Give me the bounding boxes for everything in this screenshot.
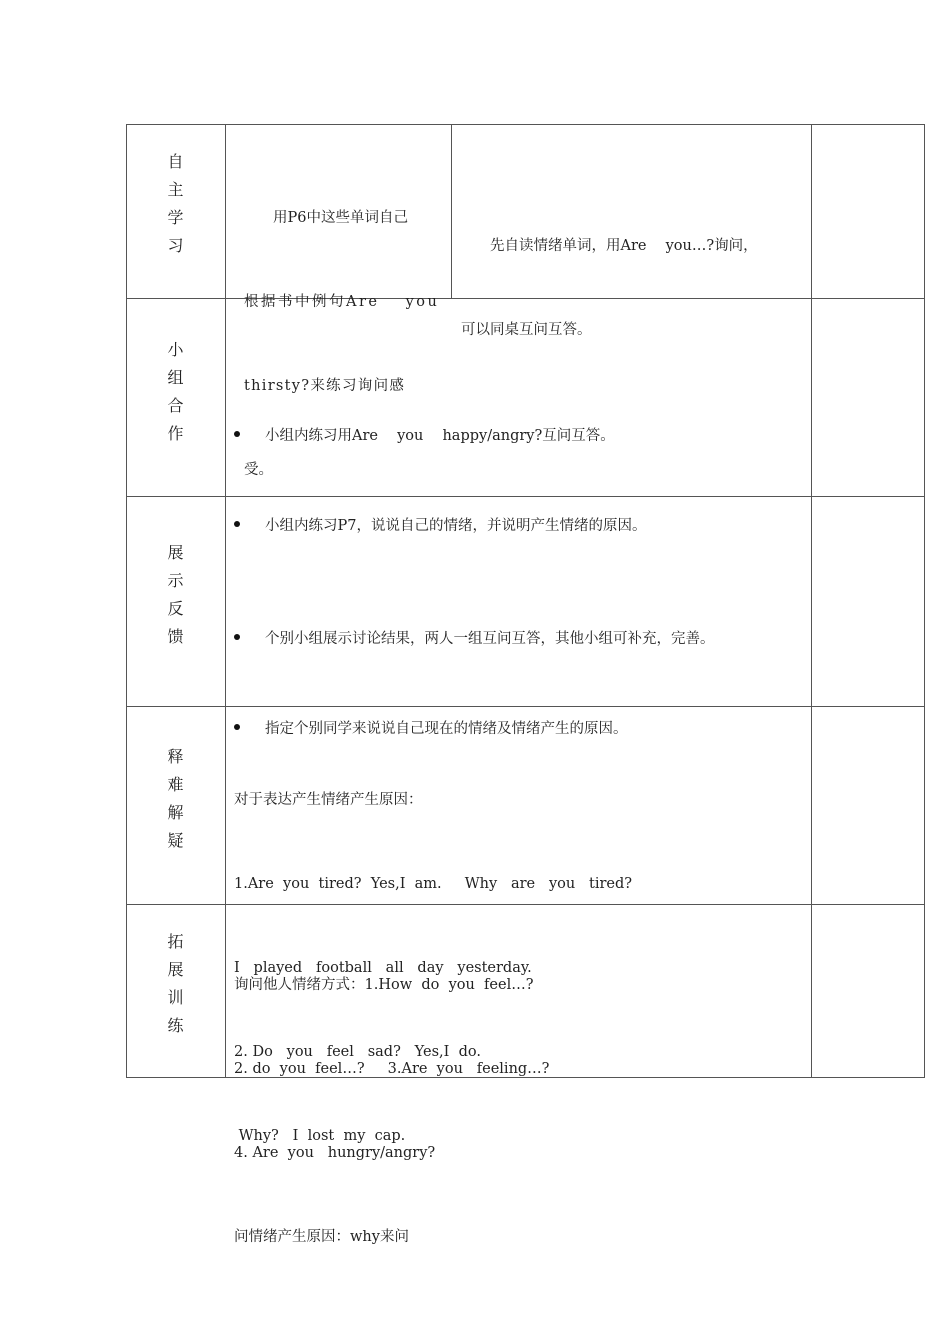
bullet-icon: [234, 634, 240, 640]
row-label-group-work: 小 组 合 作: [167, 340, 184, 443]
self-study-student-text: 用P6中这些单词自己 根据书中例句Are you thirsty?来练习询问感 受。: [244, 210, 440, 478]
row-label-extension: 拓 展 训 练: [167, 932, 184, 1035]
bullet-icon: [234, 431, 240, 437]
bullet-icon: [234, 521, 240, 527]
list-item: 小组内练习P7，说说自己的情绪，并说明产生情绪的原因。: [232, 511, 646, 541]
list-item: 个别小组展示讨论结果，两人一组互问互答，其他小组可补充，完善。: [232, 624, 715, 654]
list-item: 指定个别同学来说说自己现在的情绪及情绪产生的原因。: [232, 714, 715, 744]
self-study-teacher-text: 先自读情绪单词，用Are you…?询问， 可以同桌互问互答。: [461, 238, 758, 338]
row-label-presentation: 展 示 反 馈: [167, 543, 184, 646]
explain-text: 对于表达产生情绪产生原因： 1.Are you tired? Yes,I am. Why are you tired? I played football all day yesterday. 2. Do you feel sad? Yes,I do. Why? I lost my cap.: [234, 792, 633, 1144]
lesson-plan-table: [126, 124, 925, 1245]
list-item: 小组内练习用Are you happy/angry?互问互答。: [232, 421, 646, 451]
extension-text: 询问他人情绪方式：1.How do you feel…? 2. do you feel…? 3.Are you feeling…? 4. Are you hungry/angry? 问情绪产生原因：why来问: [234, 977, 550, 1245]
row-label-self-study: 自 主 学 习: [167, 152, 184, 255]
row-label-explain: 释 难 解 疑: [167, 747, 184, 850]
